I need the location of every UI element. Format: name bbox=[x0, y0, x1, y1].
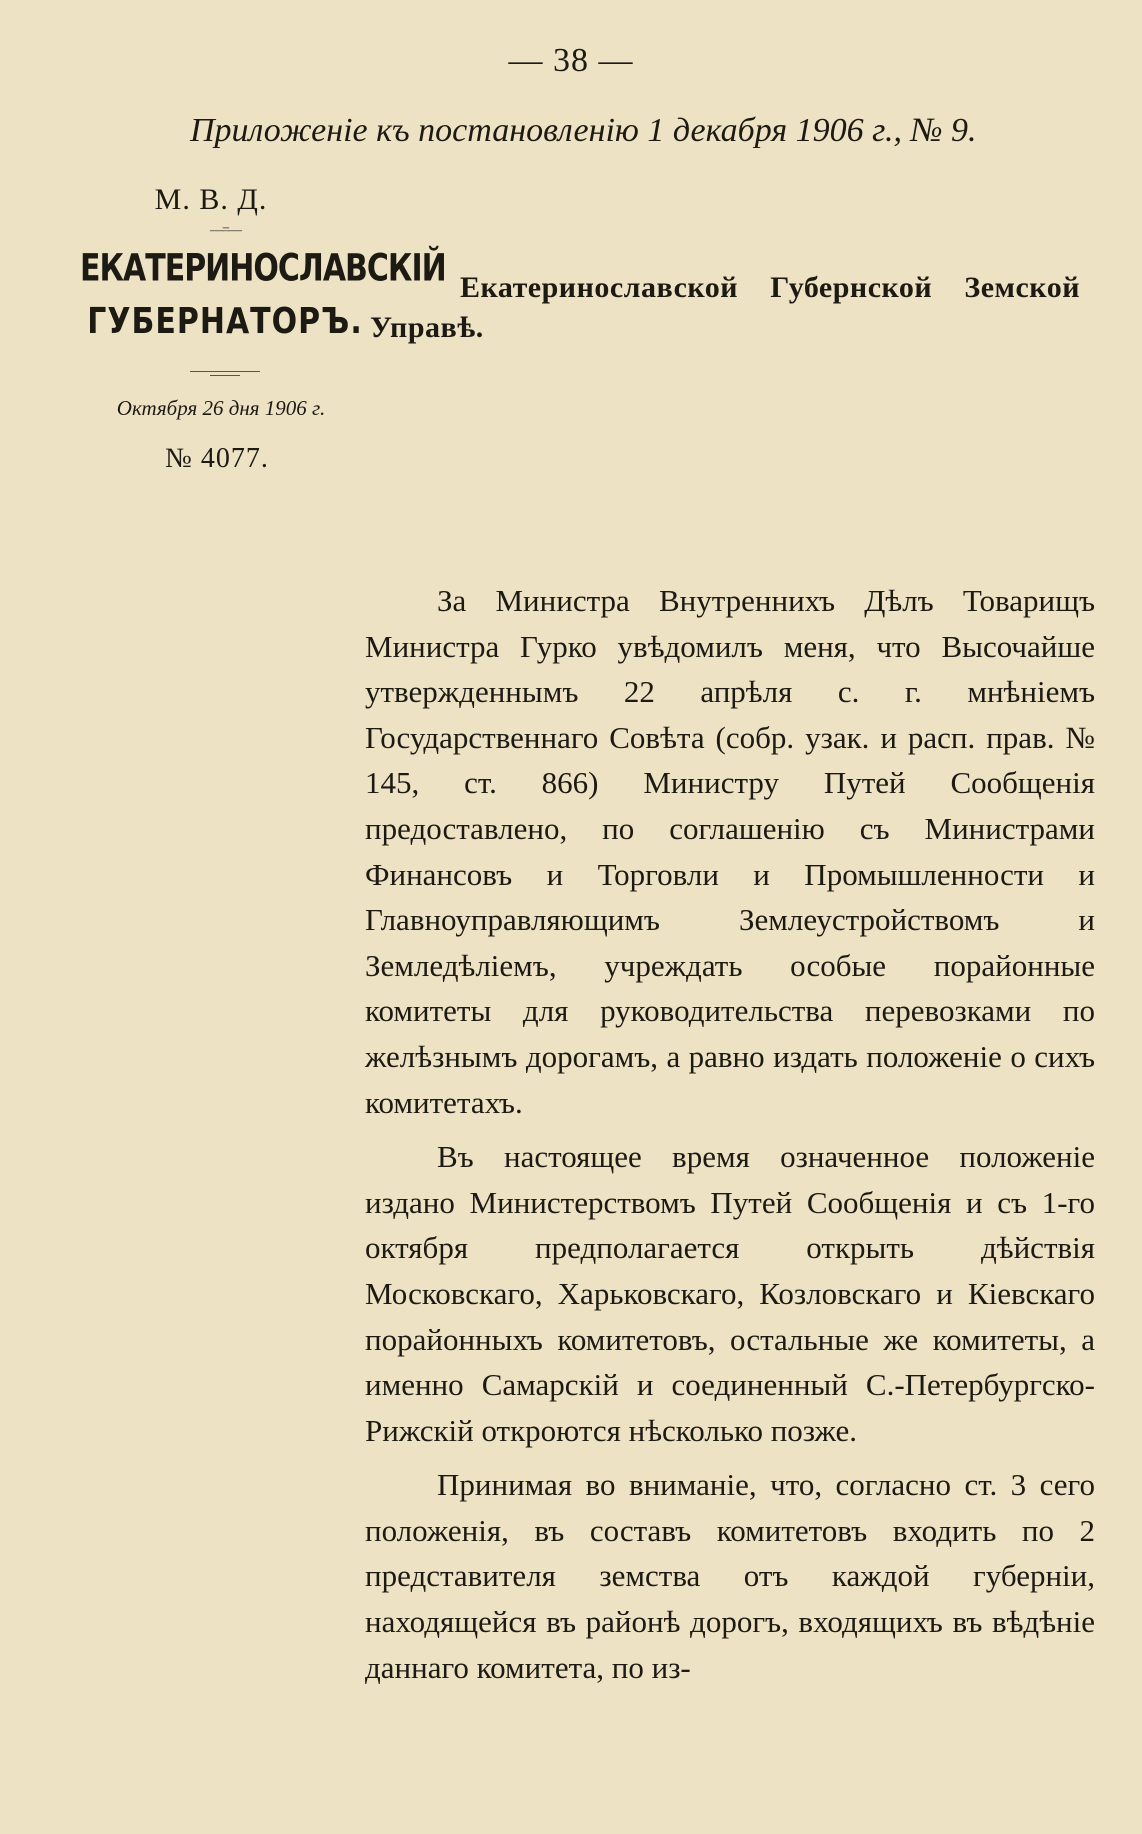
ministry-abbreviation: М. В. Д. bbox=[154, 183, 268, 216]
body-paragraph: За Министра Внутреннихъ Дѣлъ Товарищъ Министра Гурко увѣдомилъ меня, что Высочайше утвержденнымъ 22 апрѣля с. г. мнѣніемъ Государственнаго Совѣта (собр. узак. и расп. прав. № 145, ст. 866) Министру Путей Сообщенія предоставлено, по соглашенію съ Министрами Финансовъ и Торговли и Промышленности и Главноуправляющимъ Землеустройствомъ и Земледѣліемъ, учреждать особые порайонные комитеты для руководительства перевозками по желѣзнымъ дорогамъ, а равно издать положеніе о сихъ комитетахъ. bbox=[365, 583, 1095, 1120]
document-date: Октября 26 дня 1906 г. bbox=[116, 396, 326, 420]
page-number: — 38 — bbox=[508, 42, 634, 79]
divider-rule bbox=[190, 371, 260, 372]
appendix-heading: Приложеніе къ постановленію 1 декабря 1906 г., № 9. bbox=[190, 112, 977, 149]
body-paragraph: Принимая во вниманіе, что, согласно ст. 3 сего положенія, въ составъ комитетовъ входить по 2 представителя земства отъ каждой губерніи, находящейся въ районѣ дорогъ, входящихъ въ вѣдѣніе даннаго комитета, по из- bbox=[365, 1467, 1095, 1685]
governor-title-line2: ГУБЕРНАТОРЪ. bbox=[87, 300, 363, 343]
ornament-divider: —=— bbox=[210, 223, 240, 238]
letter-body bbox=[365, 578, 1095, 1699]
addressee: Екатеринославской Губернской Земской Управѣ. bbox=[370, 271, 1080, 344]
body-paragraph: Въ настоящее время означенное положеніе издано Министерствомъ Путей Сообщенія и съ 1-го октября предполагается открыть дѣйствія Московскаго, Харьковскаго, Козловскаго и Кіевскаго порайонныхъ комитетовъ, остальные же комитеты, а именно Самарскій и соединенный С.-Петербургско-Рижскій откроются нѣсколько позже. bbox=[365, 1139, 1095, 1448]
letterhead-sidebar bbox=[80, 183, 446, 475]
governor-title-line1: ЕКАТЕРИНОСЛАВСКІЙ bbox=[80, 246, 446, 291]
document-number: № 4077. bbox=[165, 443, 269, 474]
